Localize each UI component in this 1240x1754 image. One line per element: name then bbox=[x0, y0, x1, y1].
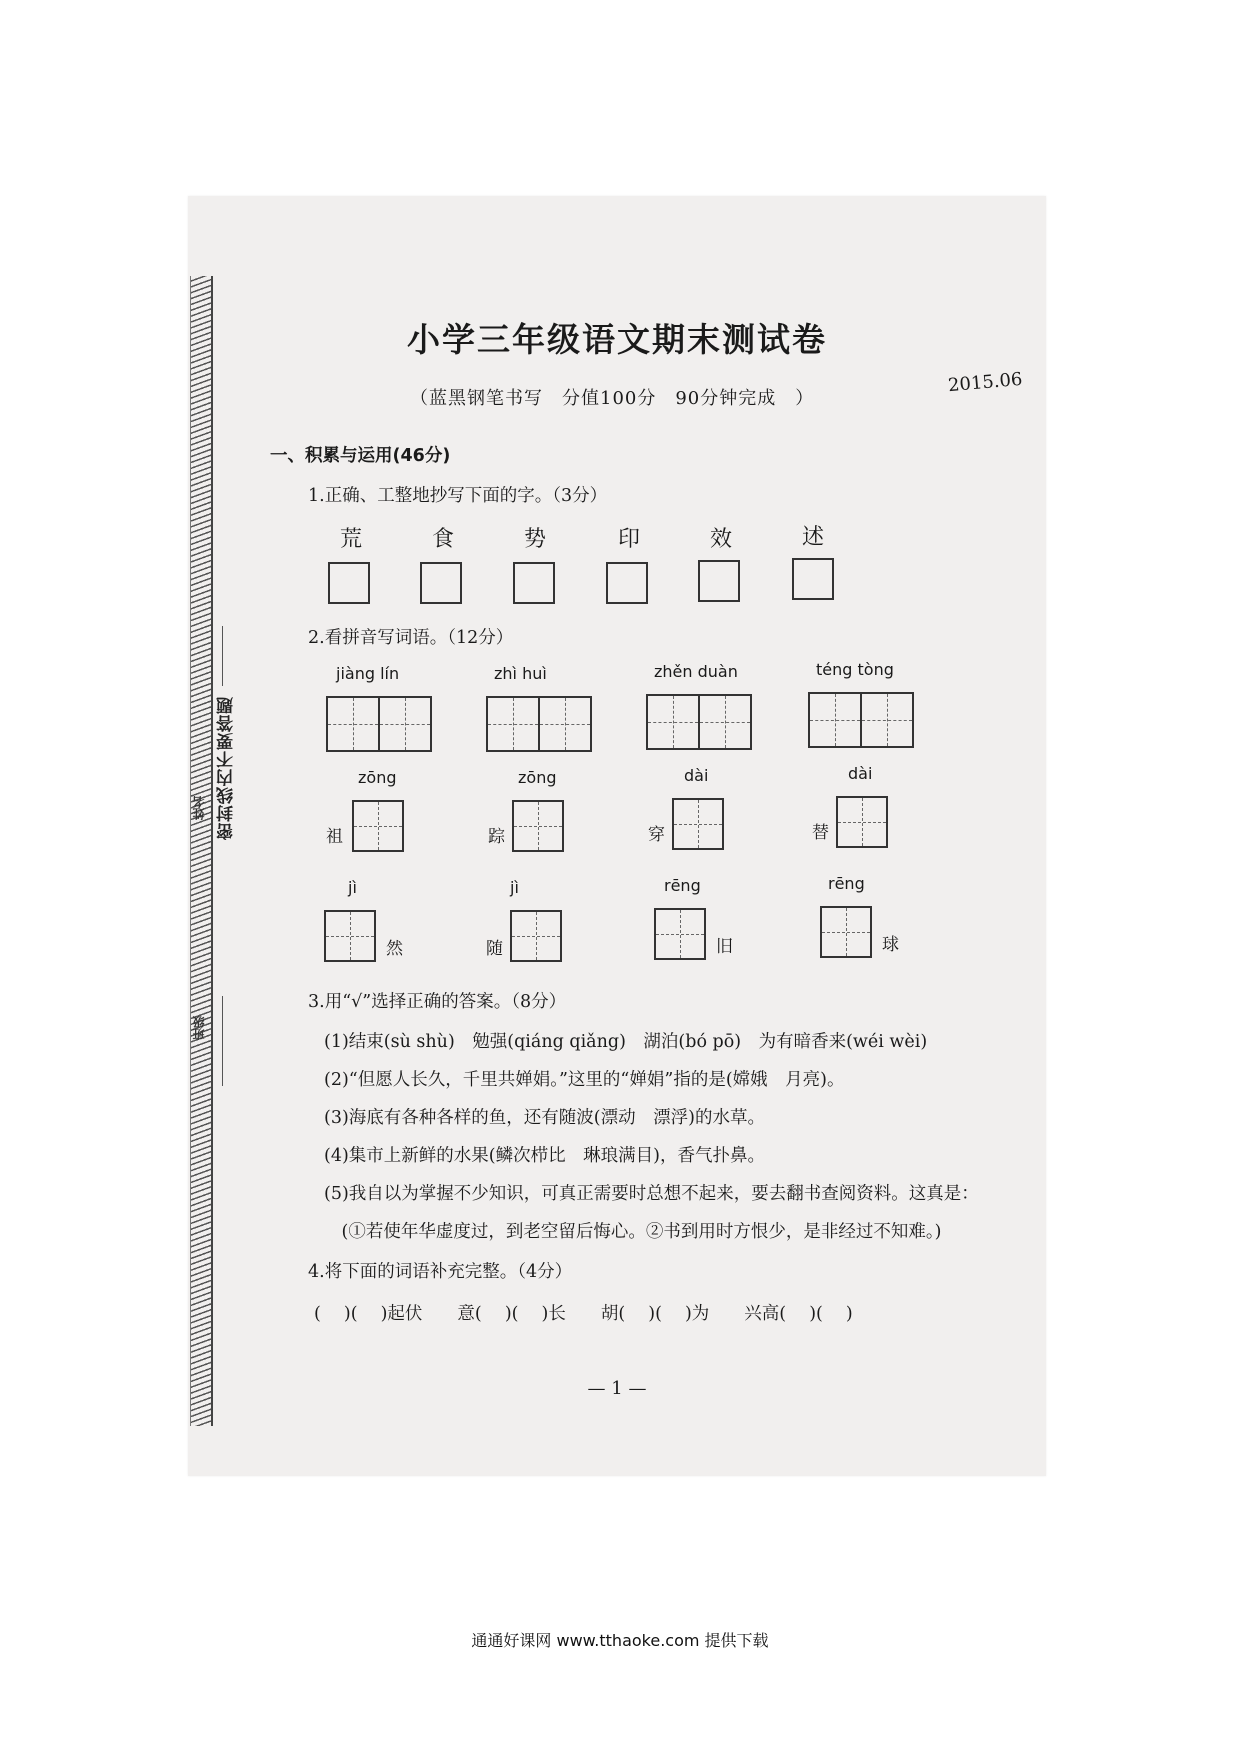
char-writing-grid[interactable] bbox=[836, 796, 888, 848]
char-writing-grid[interactable] bbox=[352, 800, 404, 852]
char-writing-grid[interactable] bbox=[510, 910, 562, 962]
binding-line bbox=[222, 996, 223, 1086]
binding-notice: 密封线内不要答题 bbox=[217, 696, 237, 840]
exam-date: 2015.06 bbox=[947, 368, 1024, 397]
given-char: 穿 bbox=[648, 825, 665, 845]
copy-char: 印 bbox=[618, 527, 641, 552]
fill-in-line: ( )( )起伏 意( )( )长 胡( )( )为 兴高( )( ) bbox=[314, 1304, 853, 1324]
answer-box[interactable] bbox=[606, 562, 648, 604]
copy-char: 荒 bbox=[340, 527, 363, 552]
binding-line bbox=[222, 626, 223, 686]
pinyin: rēng bbox=[664, 876, 701, 895]
question-4-prompt: 4.将下面的词语补充完整。（4分） bbox=[308, 1262, 573, 1282]
pinyin: jiàng lín bbox=[336, 664, 400, 683]
char-writing-grid[interactable] bbox=[820, 906, 872, 958]
choice-item: (1)结束(sù shù) 勉强(qiáng qiǎng) 湖泊(bó pō) 为有暗香来(wéi wèi) bbox=[324, 1032, 928, 1052]
binding-margin bbox=[190, 276, 213, 1426]
choice-item: (4)集市上新鲜的水果(鳞次栉比 琳琅满目)，香气扑鼻。 bbox=[324, 1146, 765, 1166]
pinyin: rēng bbox=[828, 874, 865, 893]
page-number: — 1 — bbox=[587, 1378, 647, 1399]
given-char: 替 bbox=[812, 823, 829, 843]
question-2-prompt: 2.看拼音写词语。（12分） bbox=[308, 628, 514, 648]
copy-char: 势 bbox=[524, 527, 547, 552]
answer-box[interactable] bbox=[792, 558, 834, 600]
footer-credit: 通通好课网 www.tthaoke.com 提供下载 bbox=[471, 1631, 769, 1650]
char-writing-grid[interactable] bbox=[324, 910, 376, 962]
char-writing-grid[interactable] bbox=[512, 800, 564, 852]
given-char: 随 bbox=[486, 939, 503, 959]
choice-item: (①若使年华虚度过，到老空留后悔心。②书到用时方恨少，是非经过不知难。) bbox=[324, 1222, 942, 1242]
pinyin: téng tòng bbox=[816, 660, 894, 679]
pinyin: zhì huì bbox=[494, 664, 547, 683]
pinyin: zōng bbox=[358, 768, 397, 787]
page-title: 小学三年级语文期末测试卷 bbox=[407, 320, 827, 359]
word-writing-grid[interactable] bbox=[646, 694, 752, 750]
pinyin: zōng bbox=[518, 768, 557, 787]
char-writing-grid[interactable] bbox=[654, 908, 706, 960]
exam-paper bbox=[188, 196, 1046, 1476]
question-3-prompt: 3.用“√”选择正确的答案。（8分） bbox=[308, 992, 567, 1012]
copy-char: 效 bbox=[710, 527, 733, 552]
choice-item: (5)我自以为掌握不少知识，可真正需要时总想不起来，要去翻书查阅资料。这真是： bbox=[324, 1184, 979, 1204]
binding-label: 姓名 bbox=[192, 796, 206, 820]
given-char: 球 bbox=[882, 935, 899, 955]
section-heading: 一、积累与运用(46分) bbox=[270, 446, 451, 466]
word-writing-grid[interactable] bbox=[486, 696, 592, 752]
given-char: 旧 bbox=[716, 937, 733, 957]
answer-box[interactable] bbox=[698, 560, 740, 602]
answer-box[interactable] bbox=[328, 562, 370, 604]
binding-label: 班级 bbox=[192, 1016, 206, 1040]
word-writing-grid[interactable] bbox=[808, 692, 914, 748]
given-char: 祖 bbox=[326, 827, 343, 847]
word-writing-grid[interactable] bbox=[326, 696, 432, 752]
choice-item: (2)“但愿人长久，千里共婵娟。”这里的“婵娟”指的是(嫦娥 月亮)。 bbox=[324, 1070, 845, 1090]
pinyin: dài bbox=[848, 764, 873, 783]
answer-box[interactable] bbox=[513, 562, 555, 604]
pinyin: zhěn duàn bbox=[654, 662, 738, 681]
copy-char: 述 bbox=[802, 525, 825, 550]
answer-box[interactable] bbox=[420, 562, 462, 604]
pinyin: jì bbox=[510, 878, 519, 897]
choice-item: (3)海底有各种各样的鱼，还有随波(漂动 漂浮)的水草。 bbox=[324, 1108, 765, 1128]
pinyin: jì bbox=[348, 878, 357, 897]
copy-char: 食 bbox=[432, 527, 455, 552]
question-1-prompt: 1.正确、工整地抄写下面的字。（3分） bbox=[308, 486, 608, 506]
char-writing-grid[interactable] bbox=[672, 798, 724, 850]
given-char: 踪 bbox=[488, 827, 505, 847]
given-char: 然 bbox=[386, 939, 403, 959]
subtitle: （蓝黑钢笔书写 分值100分 90分钟完成 ） bbox=[410, 388, 815, 409]
pinyin: dài bbox=[684, 766, 709, 785]
